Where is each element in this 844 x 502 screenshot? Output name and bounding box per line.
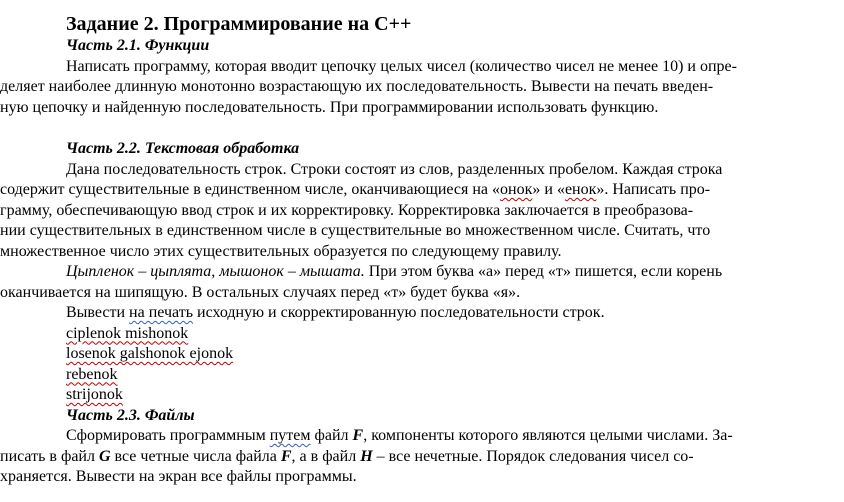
text-span: ». Написать про-	[596, 181, 711, 198]
sample-line: ciplenok mishonok	[66, 324, 189, 342]
text-span: исходную и скорректированную последовательности строк.	[193, 304, 605, 321]
file-name-f: F	[280, 447, 292, 465]
part-2-1-text	[0, 57, 826, 119]
file-name-g: G	[98, 447, 111, 465]
text-span: – все нечетные. Порядок следования чисел со-	[372, 447, 694, 465]
paragraph-line: ную цепочку и найденную последовательность. При программировании использовать функцию.	[0, 98, 659, 116]
paragraph-line	[66, 303, 826, 324]
spacer	[66, 118, 826, 139]
paragraph-line	[66, 262, 826, 283]
assignment-title: Задание 2. Программирование на С++	[66, 13, 412, 35]
part-2-1-heading: Часть 2.1. Функции	[66, 37, 210, 54]
text-span: файл	[310, 427, 353, 444]
sample-line: losenok galshonok ejonok	[66, 345, 234, 362]
part-2-2-heading: Часть 2.2. Текстовая обработка	[66, 140, 300, 157]
paragraph-line: множественное число этих существительных образуется по следующему правилу.	[0, 242, 562, 260]
text-span: содержит существительные в единственном числе, оканчивающиеся на «	[0, 181, 501, 198]
paragraph-line	[0, 180, 826, 201]
paragraph-line	[66, 426, 826, 447]
text-span: Вывести	[66, 304, 130, 321]
paragraph-line: храняется. Вывести на экран все файлы программы.	[0, 468, 357, 485]
grammar-flagged-text: путем	[269, 427, 311, 444]
file-name-h: H	[360, 447, 373, 465]
sample-line: rebenok	[66, 365, 118, 383]
document-body	[0, 12, 826, 488]
grammar-flagged-text: на печать	[129, 304, 193, 321]
misspelled-word: онок	[500, 181, 533, 198]
text-span: писать в файл	[0, 447, 99, 465]
paragraph-line: грамму, обеспечивающую ввод строк и их корректировку. Корректировка заключается в преобразова-	[0, 201, 694, 219]
text-span: Сформировать программным	[66, 427, 270, 444]
text-span: все четные числа файла	[110, 447, 281, 465]
paragraph-line	[0, 447, 826, 468]
paragraph-line: оканчивается на шипящую. В остальных случаях перед «т» будет буква «я».	[0, 283, 521, 301]
paragraph-line: Написать программу, которая вводит цепочку целых чисел (количество чисел не менее 10) и опре-	[66, 57, 737, 75]
text-span: » и «	[532, 181, 565, 198]
text-span: , а в файл	[291, 447, 361, 465]
part-2-3-text	[0, 426, 826, 488]
part-2-2-text	[0, 160, 826, 406]
text-span: При этом буква «а» перед «т» пишется, если корень	[364, 263, 723, 280]
paragraph-line: Дана последовательность строк. Строки состоят из слов, разделенных пробелом. Каждая строка	[66, 160, 723, 178]
sample-line: strijonok	[66, 386, 123, 403]
example-italic: Цыпленок – цыплята, мышонок – мышата.	[66, 263, 365, 280]
misspelled-word: енок	[564, 181, 597, 198]
file-name-f: F	[352, 427, 364, 444]
paragraph-line: нии существительных в единственном числе в существительные во множественном числе. Считать, что	[0, 222, 711, 239]
part-2-3-heading: Часть 2.3. Файлы	[66, 406, 195, 424]
text-span: , компоненты которого являются целыми числами. За-	[363, 427, 733, 444]
paragraph-line: деляет наиболее длинную монотонно возрастающую их последовательность. Вывести на печать введен-	[0, 78, 714, 95]
